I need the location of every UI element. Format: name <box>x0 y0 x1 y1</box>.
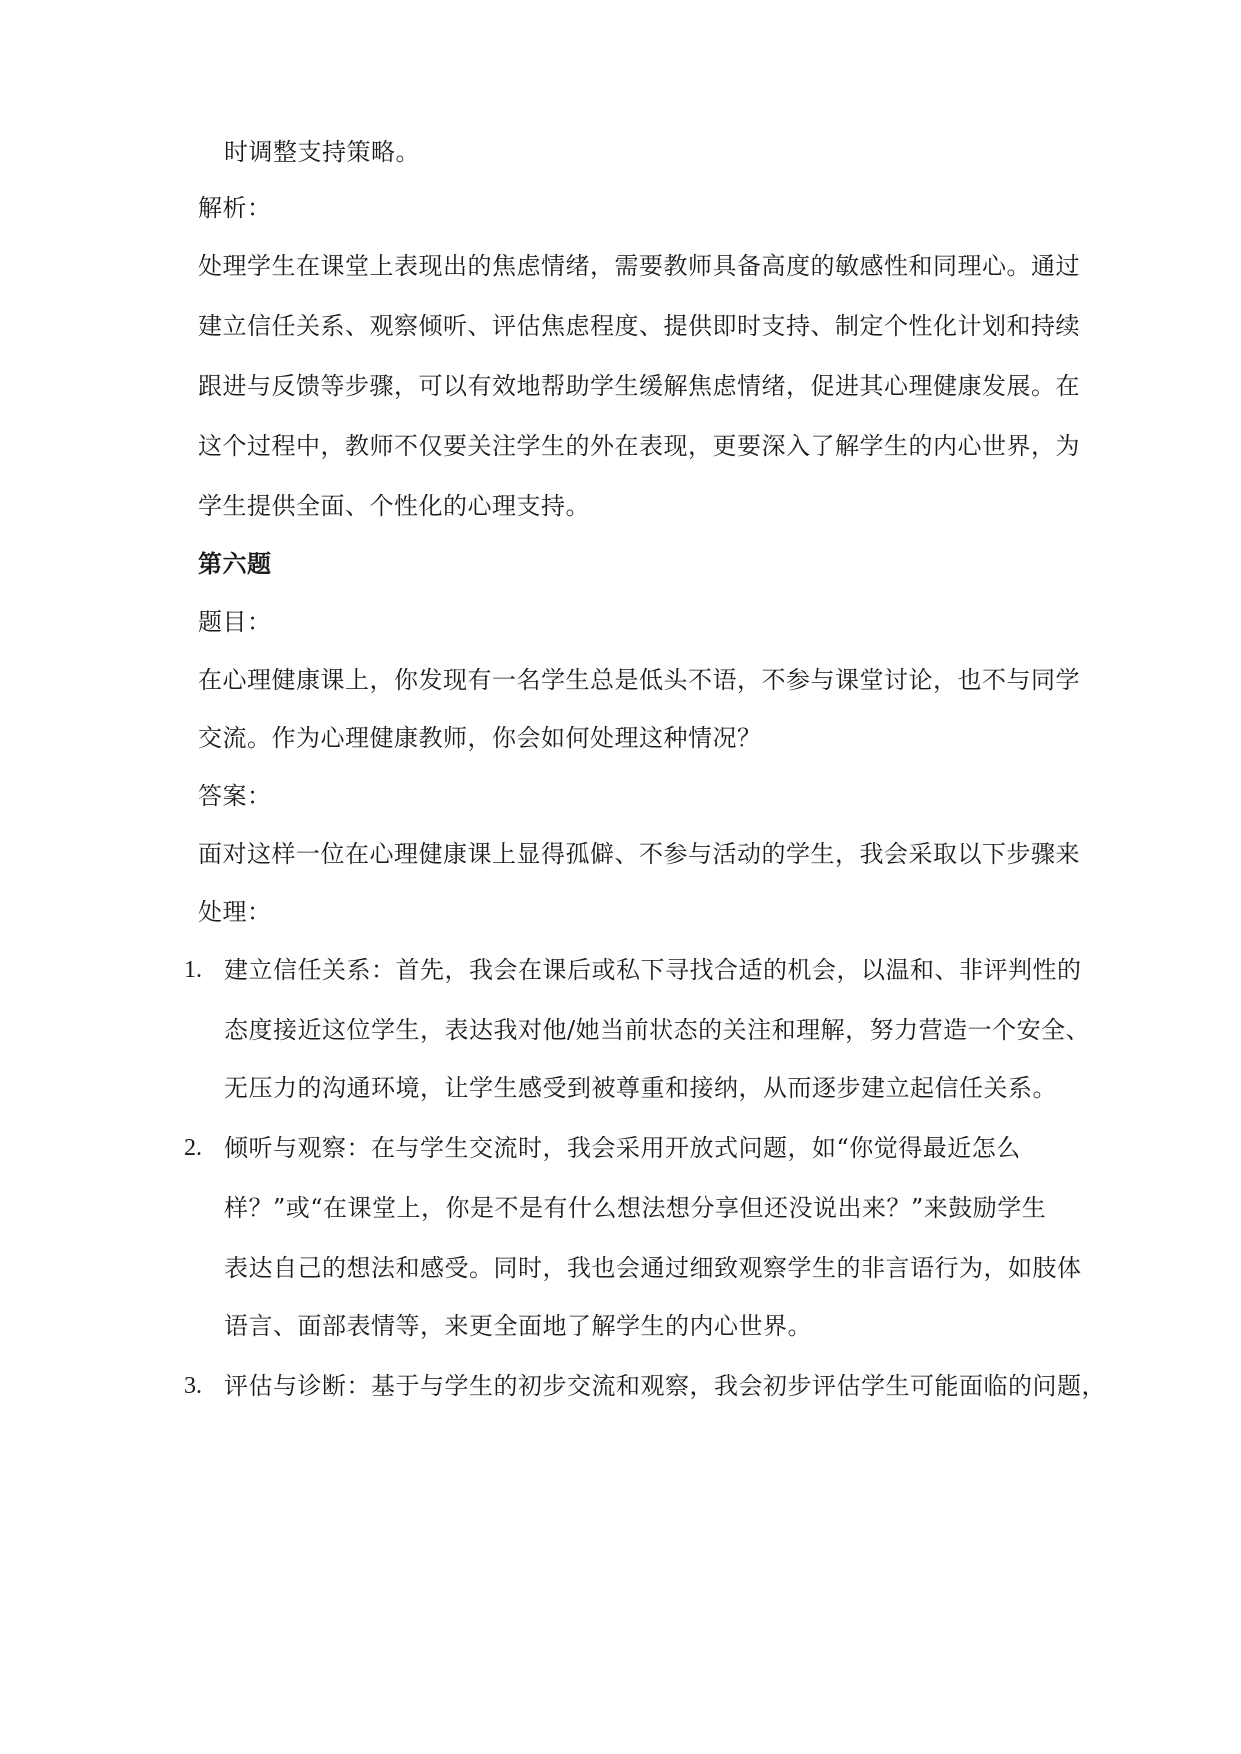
step-line: 态度接近这位学生，表达我对他/她当前状态的关注和理解，努力营造一个安全、 <box>224 1016 1091 1044</box>
step-line: 样？”或“在课堂上，你是不是有什么想法想分享但还没说出来？”来鼓励学生 <box>224 1194 1047 1222</box>
analysis-line: 跟进与反馈等步骤，可以有效地帮助学生缓解焦虑情绪，促进其心理健康发展。在 <box>198 372 1080 400</box>
step-line: 评估与诊断：基于与学生的初步交流和观察，我会初步评估学生可能面临的问题， <box>224 1372 1106 1400</box>
analysis-line: 这个过程中，教师不仅要关注学生的外在表现，更要深入了解学生的内心世界，为 <box>198 432 1080 460</box>
section-heading: 第六题 <box>198 549 272 578</box>
step-number: 1. <box>184 957 202 983</box>
question-line: 交流。作为心理健康教师，你会如何处理这种情况？ <box>198 724 762 752</box>
step-line: 建立信任关系：首先，我会在课后或私下寻找合适的机会，以温和、非评判性的 <box>224 956 1082 984</box>
answer-intro-line: 面对这样一位在心理健康课上显得孤僻、不参与活动的学生，我会采取以下步骤来 <box>198 840 1080 868</box>
analysis-line: 学生提供全面、个性化的心理支持。 <box>198 492 590 520</box>
answer-intro-line: 处理： <box>198 898 272 926</box>
step-line: 倾听与观察：在与学生交流时，我会采用开放式问题，如“你觉得最近怎么 <box>224 1134 1021 1162</box>
step-number: 2. <box>184 1135 202 1161</box>
step-number: 3. <box>184 1373 202 1399</box>
analysis-line: 建立信任关系、观察倾听、评估焦虑程度、提供即时支持、制定个性化计划和持续 <box>198 312 1080 340</box>
step-line: 无压力的沟通环境，让学生感受到被尊重和接纳，从而逐步建立起信任关系。 <box>224 1074 1057 1102</box>
continuation-line: 时调整支持策略。 <box>224 138 420 166</box>
analysis-label: 解析： <box>198 194 272 222</box>
step-line: 语言、面部表情等，来更全面地了解学生的内心世界。 <box>224 1312 812 1340</box>
answer-label: 答案： <box>198 782 272 810</box>
question-label: 题目： <box>198 608 272 636</box>
question-line: 在心理健康课上，你发现有一名学生总是低头不语，不参与课堂讨论，也不与同学 <box>198 666 1080 694</box>
step-line: 表达自己的想法和感受。同时，我也会通过细致观察学生的非言语行为，如肢体 <box>224 1254 1082 1282</box>
analysis-line: 处理学生在课堂上表现出的焦虑情绪，需要教师具备高度的敏感性和同理心。通过 <box>198 252 1080 280</box>
